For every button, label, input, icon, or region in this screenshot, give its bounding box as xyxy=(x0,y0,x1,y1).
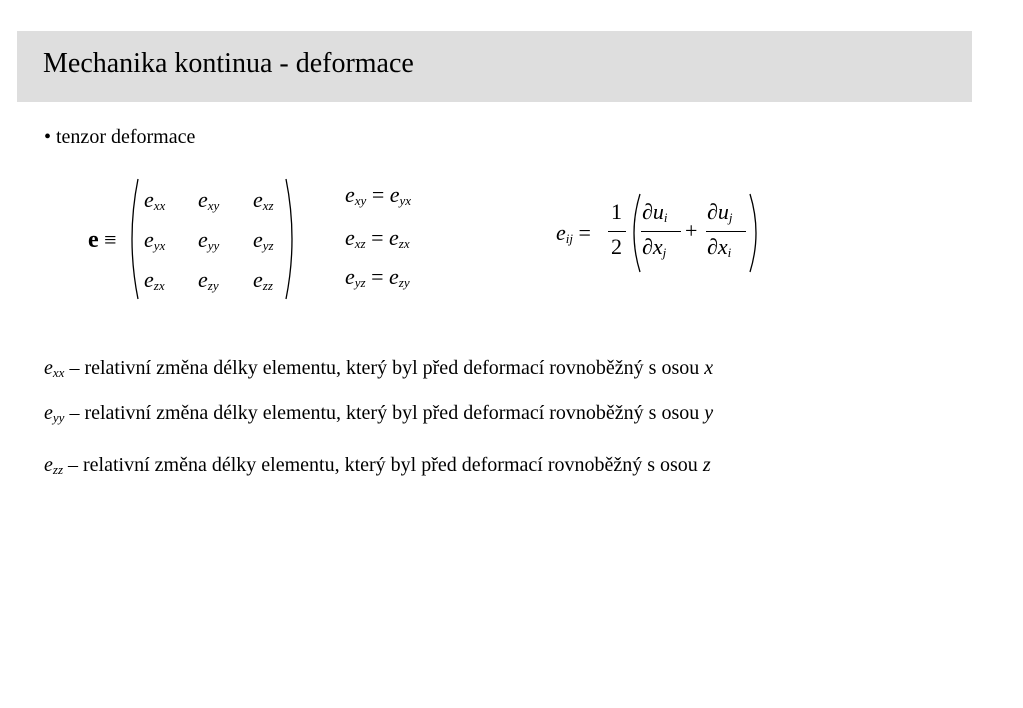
matrix-cell: $e_{xy}$ xyxy=(198,187,220,213)
definition-lhs: $e_{ij}$ = xyxy=(556,220,591,246)
frac-half-num: 1 xyxy=(611,199,622,224)
plus-sign: + xyxy=(685,218,698,243)
description-line: $e_{xx}$ – relativní změna délky elementu, který byl před deformací rovnoběžný s osou x xyxy=(44,357,714,380)
tensor-matrix xyxy=(88,175,308,305)
right-paren xyxy=(284,177,298,301)
term1-numerator: $\partial u_i$ xyxy=(642,199,668,225)
frac-line xyxy=(641,231,681,232)
left-paren xyxy=(126,177,140,301)
matrix-cell: $e_{yz}$ xyxy=(253,227,274,253)
page-title: Mechanika kontinua - deformace xyxy=(43,48,414,79)
term1-denominator: $\partial x_j$ xyxy=(642,234,667,260)
tensor-symbol: e ≡ xyxy=(88,227,117,253)
frac-half-den: 2 xyxy=(611,234,622,259)
matrix-cell: $e_{zx}$ xyxy=(144,267,165,293)
matrix-cell: $e_{zy}$ xyxy=(198,267,219,293)
term2-numerator: $\partial u_j$ xyxy=(707,199,733,225)
bullet-tensor: • tenzor deformace xyxy=(44,126,196,148)
matrix-cell: $e_{xx}$ xyxy=(144,187,166,213)
symmetry-relation: $e_{xz} = e_{zx}$ xyxy=(345,225,410,251)
description-line: $e_{yy}$ – relativní změna délky elementu, který byl před deformací rovnoběžný s osou y xyxy=(44,402,714,425)
description-line: $e_{zz}$ – relativní změna délky elementu, který byl před deformací rovnoběžný s osou z xyxy=(44,454,711,477)
strain-definition xyxy=(556,190,766,276)
right-paren xyxy=(748,192,762,274)
term2-denominator: $\partial x_i$ xyxy=(707,234,732,260)
frac-line xyxy=(706,231,746,232)
left-paren xyxy=(628,192,642,274)
matrix-cell: $e_{zz}$ xyxy=(253,267,273,293)
matrix-cell: $e_{xz}$ xyxy=(253,187,274,213)
frac-line xyxy=(608,231,626,232)
matrix-cell: $e_{yy}$ xyxy=(198,227,220,253)
symmetry-relation: $e_{xy} = e_{yx}$ xyxy=(345,182,412,208)
symmetry-relation: $e_{yz} = e_{zy}$ xyxy=(345,264,410,290)
matrix-cell: $e_{yx}$ xyxy=(144,227,166,253)
